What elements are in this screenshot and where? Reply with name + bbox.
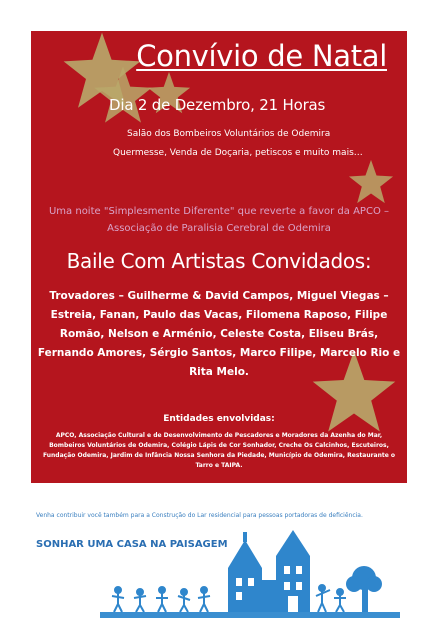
event-poster [31,31,407,483]
poster-title: Convívio de Natal [136,39,387,73]
entities-heading: Entidades envolvidas: [163,414,275,424]
baile-heading: Baile Com Artistas Convidados: [66,249,372,273]
star-icon [91,65,155,125]
event-activities: Quermesse, Venda de Doçaria, petiscos e muito mais… [113,148,363,158]
star-icon [347,159,395,205]
event-date: Dia 2 de Dezembro, 21 Horas [109,96,326,114]
footer-note: Venha contribuir você também para a Construção do Lar residencial para pessoas portadoras de deficiência. [36,512,363,519]
house-landscape-illustration [100,528,400,623]
event-cause: Uma noite "Simplesmente Diferente" que reverte a favor da APCO – Associação de Paralisia Cerebral de Odemira [48,206,389,234]
event-venue: Salão dos Bombeiros Voluntários de Odemira [127,129,331,139]
footer-slogan: SONHAR UMA CASA NA PAISAGEM [36,539,228,550]
artists-list: Trovadores – Guilherme & David Campos, Miguel Viegas – Estreia, Fanan, Paulo das Vacas, Filomena Raposo, Filipe Romão, Nelson e Arménio, Celeste Costa, Eliseu Brás, Fernando Amores, Sérgio Santos, Marco Filipe, Marcelo Rio e Rita Melo. [37,290,401,378]
entities-list: APCO, Associação Cultural e de Desenvolvimento de Pescadores e Moradores da Azenha do Mar, Bombeiros Voluntários de Odemira, Colégio Lápis de Cor Sonhador, Creche Os Calcinhos, Escuteiros, Fundação Odemira, Jardim de Infância Nossa Senhora da Piedade, Município de Odemira, Restaurante o Tarro e TAIPA. [42,432,396,469]
